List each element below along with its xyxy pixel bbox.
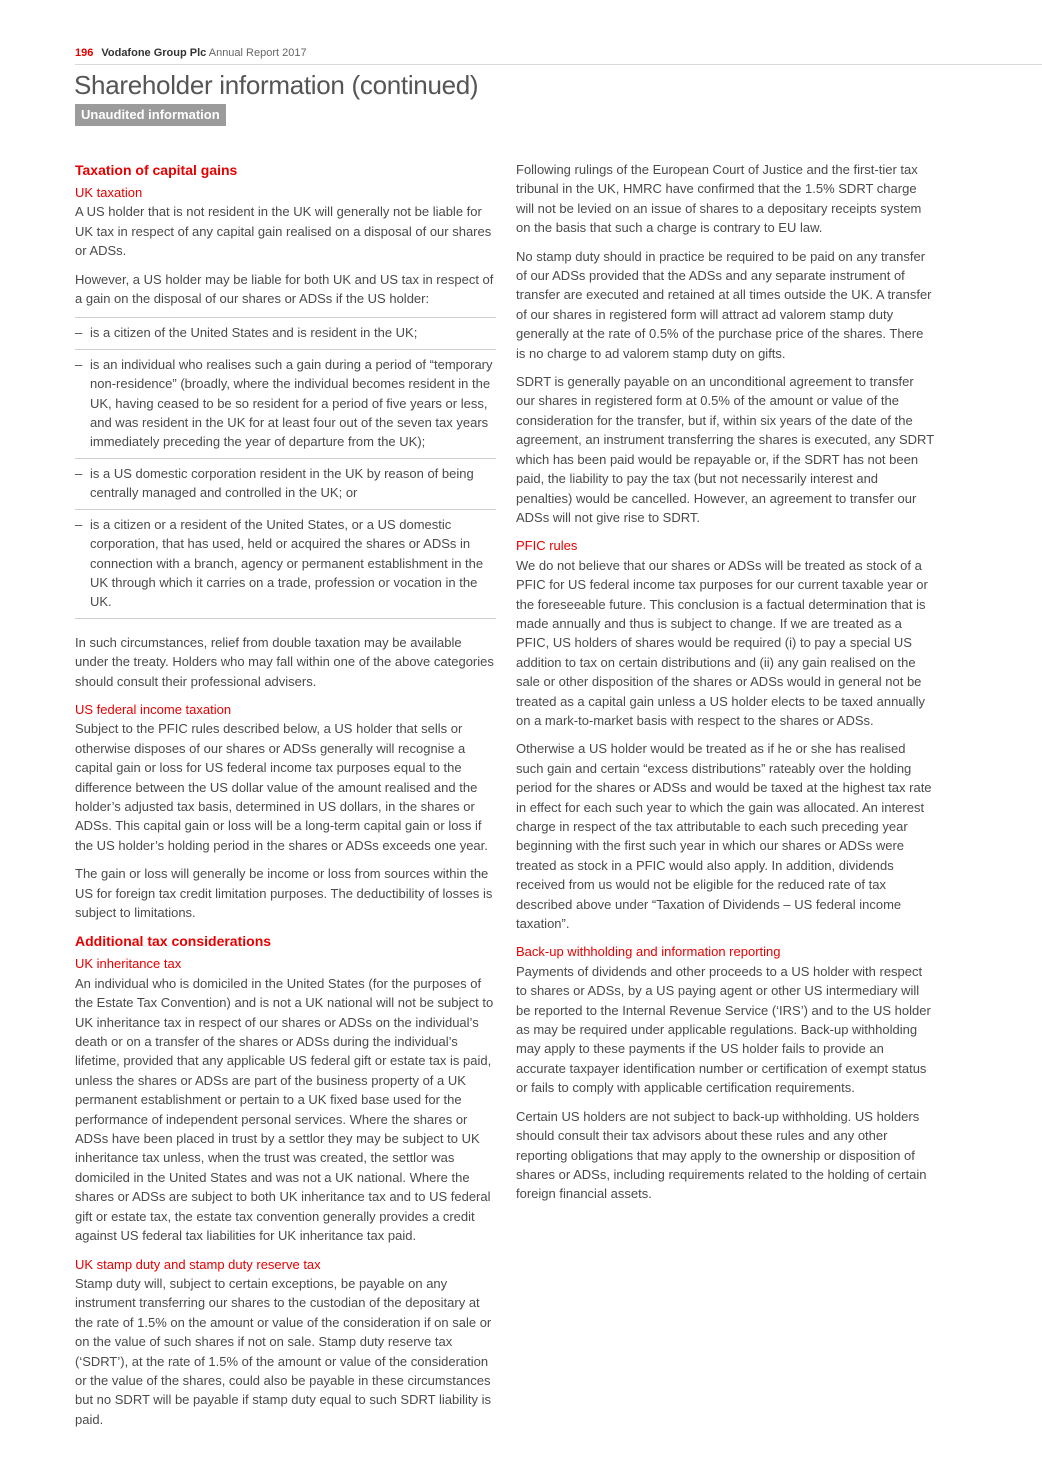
pfic-rules-heading: PFIC rules	[516, 538, 578, 554]
stamp-duty-paragraph-4: SDRT is generally payable on an unconditional agreement to transfer our shares in registered form at 0.5% of the amount or value of the consideration for the transfer, but if, within six years of the date of the agreement, an instrument transferring the shares is executed, any SDRT which has been paid would be repayable or, if the SDRT has not been paid, the liability to pay the tax (but not necessarily interest and penalties) would be cancelled. However, an agreement to transfer our ADSs will not give rise to SDRT.	[516, 374, 934, 525]
additional-tax-heading: Additional tax considerations	[75, 933, 272, 950]
stamp-duty-paragraph-2: Following rulings of the European Court of Justice and the first-tier tax tribunal in the UK, HMRC have confirmed that the 1.5% SDRT charge will not be levied on an issue of shares to a depositary receipts system on the basis that such a charge is contrary to EU law.	[516, 162, 922, 236]
page-header	[75, 46, 1042, 65]
uk-taxation-paragraph-2: However, a US holder may be liable for both UK and US tax in respect of a gain on the disposal of our shares or ADSs if the US holder:	[75, 271, 494, 307]
backup-paragraph-1: Payments of dividends and other proceeds to a US holder with respect to shares or ADSs, by a US paying agent or other US intermediary will be reported to the Internal Revenue Service (‘IRS’) and to the US holder as may be required under applicable regulations. Back-up withholding may apply to these payments if the US holder fails to provide an accurate taxpayer identification number or certification of exempt status or fails to comply with applicable certification requirements.	[516, 963, 931, 1096]
left-column	[75, 160, 496, 1438]
uk-taxation-paragraph-1: A US holder that is not resident in the UK will generally not be liable for UK tax in respect of any capital gain realised on a disposal of our shares or ADSs.	[75, 204, 492, 259]
list-item-text: is a citizen of the United States and is resident in the UK;	[90, 325, 418, 341]
list-item-text: is a citizen or a resident of the United States, or a US domestic corporation, that has used, held or acquired the shares or ADSs in connection with a branch, agency or permanent establishment in the UK through which it carries on a trade, profession or vocation in the UK.	[90, 516, 484, 610]
us-federal-paragraph-1: Subject to the PFIC rules described below, a US holder that sells or otherwise disposes of our shares or ADSs generally will recognise a capital gain or loss for US federal income tax purposes equal to the difference between the US dollar value of the amount realised and the holder’s adjusted tax basis, determined in US dollars, in the shares or ADSs. This capital gain or loss will be a long-term capital gain or loss if the US holder’s holding period in the shares or ADSs exceeds one year.	[75, 721, 488, 853]
capital-gains-heading: Taxation of capital gains	[75, 162, 238, 178]
dash-marker: –	[75, 465, 83, 481]
list-item	[75, 318, 496, 349]
inheritance-tax-heading: UK inheritance tax	[75, 956, 182, 972]
pfic-paragraph-2: Otherwise a US holder would be treated as if he or she has realised such gain and certain “excess distributions” rateably over the holding period for the shares or ADSs and would be taxed at the highest tax rate in effect for each such year to which the gain was allocated. An interest charge in respect of the tax attributable to each such preceding year beginning with the first such year in which our shares or ADSs were treated as stock in a PFIC would also apply. In addition, dividends received from us would not be eligible for the reduced rate of tax described above under “Taxation of Dividends – US federal income taxation”.	[516, 741, 932, 932]
company-name: Vodafone Group Plc	[101, 47, 207, 59]
list-item	[75, 510, 496, 619]
uk-taxation-heading: UK taxation	[75, 185, 143, 200]
us-federal-income-heading: US federal income taxation	[75, 701, 232, 717]
us-holder-conditions-list	[75, 317, 496, 618]
dash-marker: –	[75, 325, 83, 341]
list-item-text: is a US domestic corporation resident in the UK by reason of being centrally managed and controlled in the UK; or	[90, 465, 474, 501]
stamp-duty-paragraph-1: Stamp duty will, subject to certain exceptions, be payable on any instrument transferring our shares to the custodian of the depositary at the rate of 1.5% on the amount or value of the consideration if on sale or on the value of such shares if not on sale. Stamp duty reserve tax (‘SDRT’), at the rate of 1.5% of the amount or value of the consideration or the value of the shares, could also be payable in these circumstances but no SDRT will be payable if stamp duty equal to such SDRT liability is paid.	[75, 1275, 492, 1427]
backup-paragraph-2: Certain US holders are not subject to back-up withholding. US holders should consult their tax advisors about these rules and any other reporting obligations that may apply to the ownership or disposition of shares or ADSs, including requirements related to the holding of certain foreign financial assets.	[516, 1108, 927, 1202]
uk-taxation-paragraph-3: In such circumstances, relief from double taxation may be available under the treaty. Holders who may fall within one of the above categories should consult their professional advisers.	[75, 634, 494, 689]
dash-marker: –	[75, 516, 83, 532]
stamp-duty-heading: UK stamp duty and stamp duty reserve tax	[75, 1256, 321, 1272]
page-title: Shareholder information (continued)	[74, 70, 479, 100]
pfic-paragraph-1: We do not believe that our shares or ADSs will be treated as stock of a PFIC for US federal income tax purposes for our current taxable year or the foreseeable future. This conclusion is a factual determination that is made annually and thus is subject to change. If we are treated as a PFIC, US holders of shares would be required (i) to pay a special US addition to tax on certain distributions and (ii) any gain realised on the sale or other disposition of the shares or ADSs would in general not be treated as a capital gain unless a US holder elects to be taxed annually on a mark-to-market basis with respect to the shares or ADSs.	[516, 557, 928, 728]
unaudited-badge: Unaudited information	[75, 104, 226, 126]
list-item	[75, 459, 496, 510]
stamp-duty-paragraph-3: No stamp duty should in practice be required to be paid on any transfer of our ADSs provided that the ADSs and any separate instrument of transfer are executed and retained at all times outside the UK. A transfer of our shares in registered form will attract ad valorem stamp duty generally at the rate of 0.5% of the purchase price of the shares. There is no charge to ad valorem stamp duty on gifts.	[516, 248, 932, 361]
page-number: 196	[75, 47, 94, 59]
list-item-text: is an individual who realises such a gain during a period of “temporary non-residence” (broadly, where the individual becomes resident in the UK, having ceased to be so resident for a period of five years or less, and was resident in the UK for at least four out of the seven tax years immediately preceding the year of departure from the UK);	[90, 356, 493, 450]
right-column	[516, 160, 936, 1213]
inheritance-paragraph: An individual who is domiciled in the United States (for the purposes of the Estate Tax Convention) and is not a UK national will not be subject to UK inheritance tax in respect of our shares or ADSs on the individual’s death or on a transfer of the shares or ADSs during the individual’s lifetime, provided that any applicable US federal gift or estate tax is paid, unless the shares or ADSs are part of the business property of a UK permanent establishment or pertain to a UK fixed base used for the performance of independent personal services. Where the shares or ADSs have been placed in trust by a settlor they may be subject to UK inheritance tax unless, when the trust was created, the settlor was domiciled in the United States and was not a UK national. Where the shares or ADSs are subject to both UK inheritance tax and to US federal gift or estate tax, the estate tax convention generally provides a credit against US federal tax liabilities for UK inheritance tax paid.	[75, 975, 494, 1244]
report-name: Annual Report 2017	[208, 47, 307, 59]
dash-marker: –	[75, 356, 83, 372]
us-federal-paragraph-2: The gain or loss will generally be income or loss from sources within the US for foreign tax credit limitation purposes. The deductibility of losses is subject to limitations.	[75, 866, 493, 920]
backup-withholding-heading: Back-up withholding and information reporting	[516, 944, 781, 960]
list-item	[75, 350, 496, 459]
